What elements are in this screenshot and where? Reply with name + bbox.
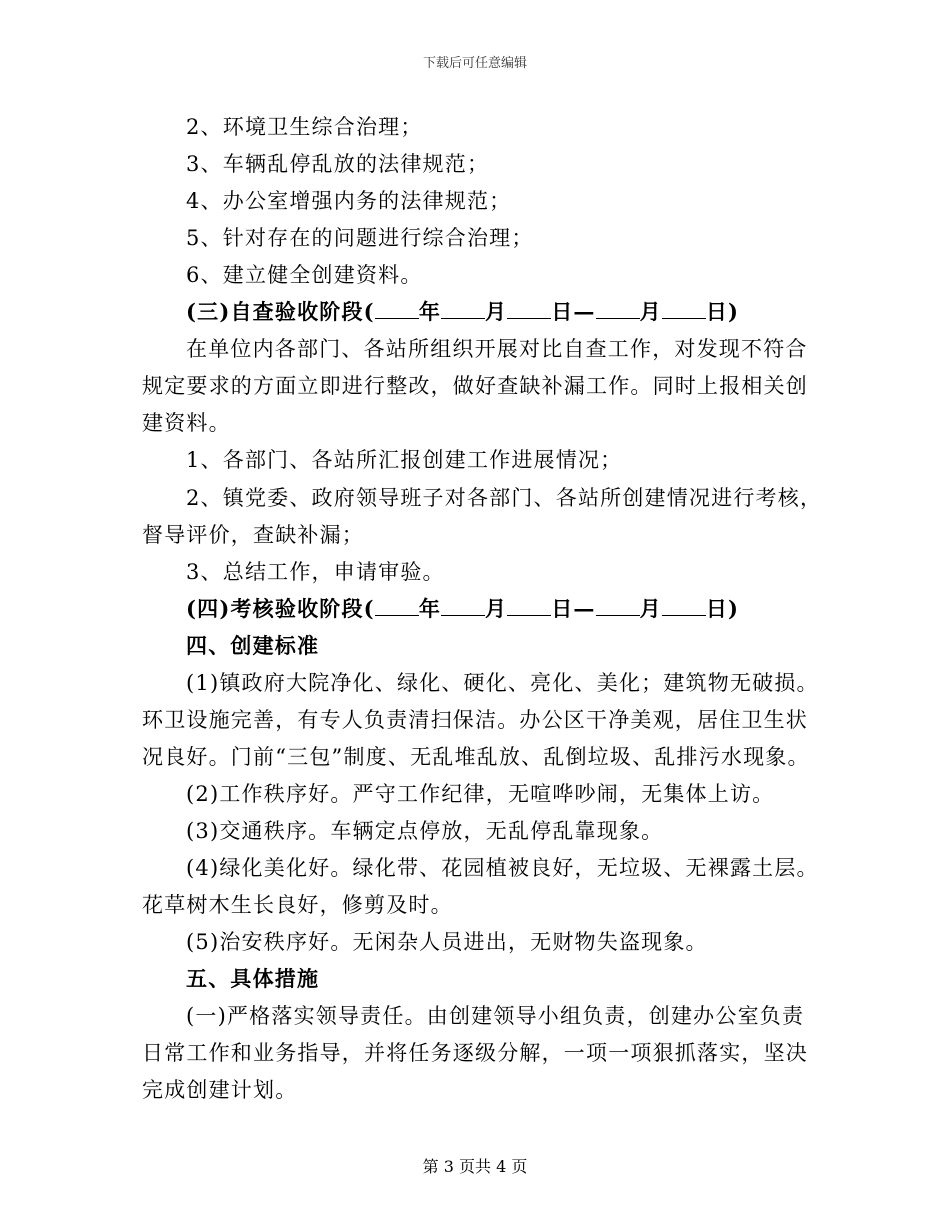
heading-unit: 年 [418, 596, 442, 621]
paragraph-line: 完成创建计划。 [142, 1078, 298, 1102]
paragraph-line: (1)镇政府大院净化、绿化、硬化、亮化、美化；建筑物无破损。 [186, 671, 819, 695]
heading-unit: 日) [705, 299, 740, 324]
list-item: 2、环境卫生综合治理； [186, 115, 423, 139]
paragraph-line: 况良好。门前“三包”制度、无乱堆乱放、乱倒垃圾、乱排污水现象。 [142, 745, 810, 769]
heading-unit: 月 [639, 596, 662, 621]
paragraph-line: (5)治安秩序好。无闲杂人员进出，无财物失盗现象。 [186, 930, 708, 954]
blank-line [441, 595, 485, 616]
heading-unit: 日) [705, 596, 740, 621]
paragraph-line: (3)交通秩序。车辆定点停放，无乱停乱靠现象。 [186, 819, 664, 843]
blank-line [507, 298, 551, 319]
heading-unit: 月 [639, 299, 662, 324]
heading-unit: 日— [551, 299, 596, 324]
blank-line [375, 298, 419, 319]
heading-unit: 年 [418, 299, 442, 324]
paragraph-line: 环卫设施完善，有专人负责清扫保洁。办公区干净美观，居住卫生状 [142, 708, 808, 732]
blank-line [441, 298, 485, 319]
list-item: 1、各部门、各站所汇报创建工作进展情况； [186, 448, 623, 472]
paragraph-line: 花草树木生长良好，修剪及时。 [142, 893, 453, 917]
heading-unit: 月 [485, 596, 508, 621]
section-heading-self-check [186, 297, 856, 327]
list-item: 4、办公室增强内务的法律规范； [186, 189, 512, 213]
paragraph-line: (一)严格落实领导责任。由创建领导小组负责，创建办公室负责 [186, 1004, 805, 1028]
list-item: 6、建立健全创建资料。 [186, 263, 423, 287]
blank-line [596, 595, 640, 616]
paragraph-line: 日常工作和业务指导，并将任务逐级分解，一项一项狠抓落实，坚决 [142, 1041, 808, 1065]
blank-line [662, 595, 706, 616]
paragraph-line: 督导评价，查缺补漏； [142, 523, 364, 547]
list-item: 5、针对存在的问题进行综合治理； [186, 226, 534, 250]
page-header: 下载后可任意编辑 [422, 56, 527, 71]
section-heading-standards: 四、创建标准 [186, 633, 320, 658]
list-item: 3、总结工作，申请审验。 [186, 560, 445, 584]
paragraph-line: 在单位内各部门、各站所组织开展对比自查工作，对发现不符合 [186, 337, 808, 361]
paragraph-line: 建资料。 [142, 411, 231, 435]
section-heading-acceptance [186, 594, 856, 624]
blank-line [596, 298, 640, 319]
heading-label: (四)考核验收阶段( [186, 596, 375, 621]
heading-label: (三)自查验收阶段( [186, 299, 375, 324]
page-footer: 第 3 页共 4 页 [422, 1157, 528, 1176]
paragraph-line: (4)绿化美化好。绿化带、花园植被良好，无垃圾、无裸露土层。 [186, 856, 819, 880]
list-item: 3、车辆乱停乱放的法律规范； [186, 152, 490, 176]
paragraph-line: (2)工作秩序好。严守工作纪律，无喧哗吵闹，无集体上访。 [186, 782, 775, 806]
paragraph-line: 规定要求的方面立即进行整改，做好查缺补漏工作。同时上报相关创 [142, 374, 808, 398]
heading-unit: 日— [551, 596, 596, 621]
section-heading-measures: 五、具体措施 [186, 966, 320, 991]
blank-line [375, 595, 419, 616]
blank-line [507, 595, 551, 616]
list-item: 2、镇党委、政府领导班子对各部门、各站所创建情况进行考核， [186, 486, 823, 510]
blank-line [662, 298, 706, 319]
heading-unit: 月 [485, 299, 508, 324]
